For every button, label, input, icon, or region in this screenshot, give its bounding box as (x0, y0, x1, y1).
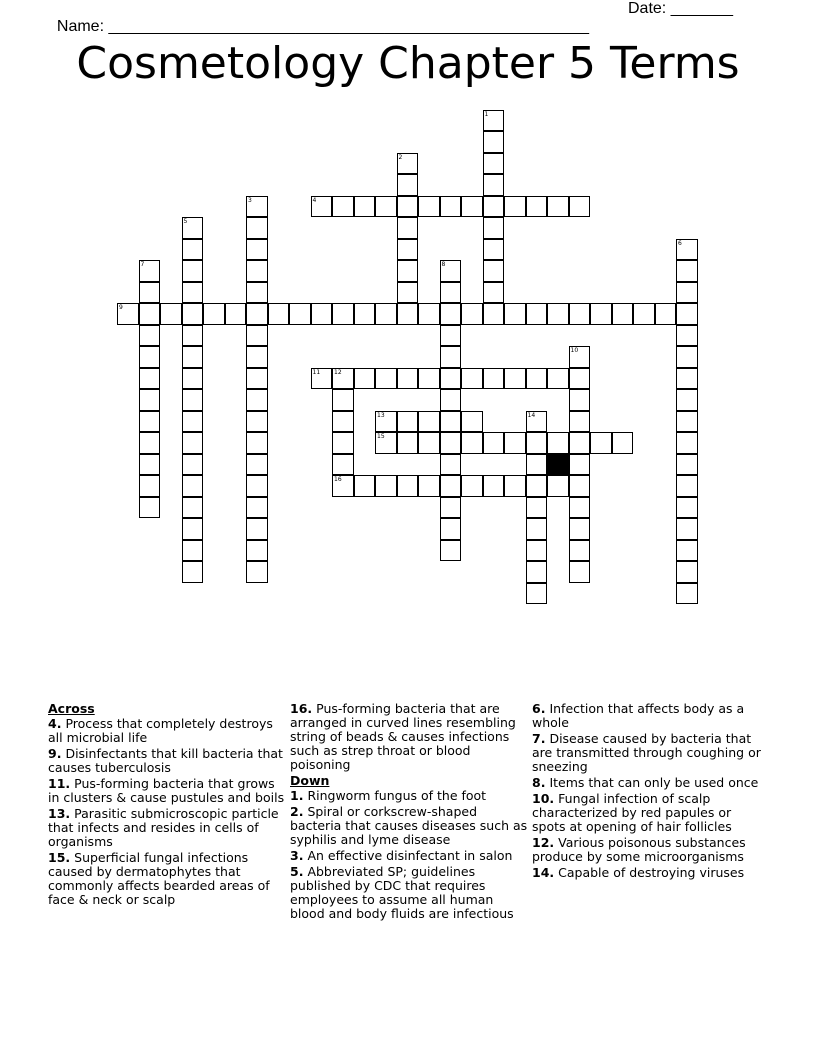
crossword-cell[interactable] (676, 518, 698, 540)
crossword-cell[interactable] (375, 303, 397, 325)
crossword-cell[interactable] (117, 303, 139, 325)
crossword-cell[interactable] (440, 518, 462, 540)
crossword-cell[interactable] (504, 368, 526, 390)
crossword-cell[interactable] (332, 475, 354, 497)
crossword-cell[interactable] (676, 282, 698, 304)
clue-number: 12 (334, 368, 342, 376)
clue-number: 5 (183, 218, 188, 225)
clue-down-5: 5. Abbreviated SP; guidelines published by CDC that requires employees to assume all human blood and body fluids are infectious (290, 864, 514, 921)
crossword-cell[interactable] (461, 196, 483, 218)
clue-down-8: 8. Items that can only be used once (532, 775, 759, 790)
crossword-cell[interactable] (397, 153, 419, 175)
crossword-cell[interactable] (182, 432, 204, 454)
crossword-cell[interactable] (246, 368, 268, 390)
clue-number: 2 (398, 153, 403, 161)
crossword-cell[interactable] (354, 196, 376, 218)
crossword-cell[interactable] (440, 368, 462, 390)
crossword-cell[interactable] (483, 239, 505, 261)
clue-down-10: 10. Fungal infection of scalp characterized by red papules or spots at opening of hair follicles (532, 791, 732, 834)
crossword-cell[interactable] (246, 217, 268, 239)
crossword-cell[interactable] (268, 303, 290, 325)
crossword-cell[interactable] (182, 389, 204, 411)
crossword-cell[interactable] (461, 475, 483, 497)
crossword-cell[interactable] (397, 432, 419, 454)
crossword-cell[interactable] (483, 282, 505, 304)
crossword-cell[interactable] (182, 260, 204, 282)
clue-down-3: 3. An effective disinfectant in salon (290, 848, 513, 863)
crossword-cell[interactable] (418, 475, 440, 497)
crossword-cell[interactable] (182, 325, 204, 347)
crossword-cell[interactable] (569, 432, 591, 454)
crossword-cell[interactable] (483, 217, 505, 239)
crossword-cell[interactable] (440, 196, 462, 218)
clue-number: 6 (678, 239, 682, 247)
crossword-cell[interactable] (246, 325, 268, 347)
crossword-cell[interactable] (332, 303, 354, 325)
crossword-cell[interactable] (246, 497, 268, 519)
crossword-cell[interactable] (483, 174, 505, 196)
crossword-cell[interactable] (139, 346, 161, 368)
crossword-cell[interactable] (569, 475, 591, 497)
crossword-cell[interactable] (246, 389, 268, 411)
crossword-cell[interactable] (332, 454, 354, 476)
crossword-cell[interactable] (547, 475, 569, 497)
crossword-cell[interactable] (354, 475, 376, 497)
crossword-cell[interactable] (397, 239, 419, 261)
black-square (547, 454, 569, 476)
crossword-cell[interactable] (139, 432, 161, 454)
clue-number: 1 (484, 110, 489, 118)
crossword-cell[interactable] (440, 432, 462, 454)
crossword-cell[interactable] (633, 303, 655, 325)
crossword-cell[interactable] (225, 303, 247, 325)
crossword-cell[interactable] (483, 368, 505, 390)
clue-number: 15 (377, 433, 385, 440)
crossword-cell[interactable] (526, 583, 548, 605)
crossword-cell[interactable] (418, 411, 440, 433)
crossword-cell[interactable] (246, 346, 268, 368)
clue-across-11: 11. Pus-forming bacteria that grows in clusters & cause pustules and boils (48, 776, 285, 805)
crossword-cell[interactable] (311, 368, 333, 390)
crossword-cell[interactable] (182, 475, 204, 497)
clue-across-4: 4. Process that completely destroys all microbial life (48, 716, 273, 745)
crossword-cell[interactable] (655, 303, 677, 325)
crossword-cell[interactable] (569, 196, 591, 218)
crossword-cell[interactable] (612, 432, 634, 454)
crossword-cell[interactable] (440, 303, 462, 325)
clue-down-12: 12. Various poisonous substances produce by some microorganisms (532, 835, 746, 864)
crossword-cell[interactable] (354, 303, 376, 325)
crossword-cell[interactable] (526, 303, 548, 325)
crossword-cell[interactable] (504, 475, 526, 497)
crossword-cell[interactable] (418, 368, 440, 390)
clue-number: 3 (248, 196, 252, 204)
crossword-cell[interactable] (526, 518, 548, 540)
across-heading: Across (48, 701, 95, 716)
crossword-cell[interactable] (246, 260, 268, 282)
crossword-cell[interactable] (440, 389, 462, 411)
crossword-cell[interactable] (569, 540, 591, 562)
crossword-cell[interactable] (547, 196, 569, 218)
crossword-cell[interactable] (483, 153, 505, 175)
clue-number: 8 (441, 261, 446, 268)
crossword-cell[interactable] (440, 282, 462, 304)
crossword-cell[interactable] (375, 196, 397, 218)
crossword-cell[interactable] (139, 497, 161, 519)
crossword-cell[interactable] (418, 196, 440, 218)
crossword-cell[interactable] (569, 389, 591, 411)
crossword-cell[interactable] (483, 303, 505, 325)
crossword-cell[interactable] (397, 196, 419, 218)
crossword-cell[interactable] (397, 174, 419, 196)
clue-number: 16 (334, 476, 342, 483)
crossword-cell[interactable] (182, 497, 204, 519)
crossword-cell[interactable] (182, 346, 204, 368)
crossword-cell[interactable] (311, 303, 333, 325)
date-line[interactable]: Date: _______ (628, 0, 733, 17)
crossword-cell[interactable] (461, 303, 483, 325)
crossword-cell[interactable] (676, 346, 698, 368)
clue-number: 7 (140, 261, 145, 268)
crossword-cell[interactable] (569, 346, 591, 368)
crossword-cell[interactable] (504, 196, 526, 218)
crossword-cell[interactable] (397, 282, 419, 304)
clue-number: 14 (527, 411, 536, 419)
clue-across-16: 16. Pus-forming bacteria that are arranged in curved lines resembling string of beads & causes infections such as strep throat or blood poisoning (290, 701, 516, 772)
crossword-cell[interactable] (246, 475, 268, 497)
crossword-cell[interactable] (526, 475, 548, 497)
crossword-cell[interactable] (676, 432, 698, 454)
clue-number: 4 (312, 196, 317, 204)
clue-down-1: 1. Ringworm fungus of the foot (290, 788, 487, 803)
crossword-cell[interactable] (526, 411, 548, 433)
crossword-cell[interactable] (440, 325, 462, 347)
crossword-cell[interactable] (440, 411, 462, 433)
crossword-cell[interactable] (483, 475, 505, 497)
crossword-cell[interactable] (354, 368, 376, 390)
crossword-cell[interactable] (246, 239, 268, 261)
crossword-cell[interactable] (182, 239, 204, 261)
crossword-cell[interactable] (139, 454, 161, 476)
crossword-cell[interactable] (526, 540, 548, 562)
crossword-cell[interactable] (547, 303, 569, 325)
crossword-cell[interactable] (569, 497, 591, 519)
crossword-cell[interactable] (182, 411, 204, 433)
crossword-cell[interactable] (246, 282, 268, 304)
crossword-cell[interactable] (139, 475, 161, 497)
crossword-cell[interactable] (526, 368, 548, 390)
crossword-cell[interactable] (526, 454, 548, 476)
crossword-cell[interactable] (461, 432, 483, 454)
crossword-cell[interactable] (440, 346, 462, 368)
crossword-cell[interactable] (676, 454, 698, 476)
crossword-cell[interactable] (483, 110, 505, 132)
crossword-cell[interactable] (440, 497, 462, 519)
crossword-cell[interactable] (569, 303, 591, 325)
crossword-cell[interactable] (182, 303, 204, 325)
crossword-cell[interactable] (203, 303, 225, 325)
clue-number: 11 (312, 368, 321, 376)
crossword-cell[interactable] (676, 239, 698, 261)
crossword-cell[interactable] (676, 475, 698, 497)
crossword-cell[interactable] (289, 303, 311, 325)
crossword-cell[interactable] (246, 540, 268, 562)
crossword-cell[interactable] (139, 303, 161, 325)
crossword-cell[interactable] (461, 411, 483, 433)
crossword-cell[interactable] (676, 497, 698, 519)
crossword-cell[interactable] (547, 368, 569, 390)
crossword-cell[interactable] (461, 368, 483, 390)
crossword-cell[interactable] (483, 260, 505, 282)
clue-number: 13 (377, 411, 385, 419)
crossword-cell[interactable] (375, 475, 397, 497)
clue-across-13: 13. Parasitic submicroscopic particle that infects and resides in cells of organisms (48, 806, 279, 849)
crossword-cell[interactable] (676, 389, 698, 411)
name-line[interactable]: Name: ______________________________________________________ (56, 18, 589, 35)
crossword-cell[interactable] (246, 432, 268, 454)
crossword-cell[interactable] (332, 432, 354, 454)
crossword-cell[interactable] (676, 260, 698, 282)
crossword-cell[interactable] (590, 303, 612, 325)
crossword-cell[interactable] (246, 411, 268, 433)
down-heading: Down (290, 773, 330, 788)
crossword-cell[interactable] (332, 411, 354, 433)
crossword-cell[interactable] (397, 260, 419, 282)
crossword-cell[interactable] (246, 561, 268, 583)
crossword-cell[interactable] (332, 196, 354, 218)
crossword-cell[interactable] (547, 432, 569, 454)
crossword-cell[interactable] (526, 432, 548, 454)
crossword-cell[interactable] (569, 561, 591, 583)
crossword-cell[interactable] (139, 411, 161, 433)
crossword-cell[interactable] (246, 518, 268, 540)
crossword-cell[interactable] (440, 475, 462, 497)
crossword-cell[interactable] (182, 518, 204, 540)
crossword-cell[interactable] (160, 303, 182, 325)
crossword-cell[interactable] (676, 540, 698, 562)
clue-down-7: 7. Disease caused by bacteria that are transmitted through coughing or sneezing (532, 731, 761, 774)
page-title: Cosmetology Chapter 5 Terms (76, 38, 740, 89)
crossword-cell[interactable] (526, 196, 548, 218)
crossword-cell[interactable] (590, 432, 612, 454)
crossword-cell[interactable] (332, 368, 354, 390)
clue-column-1 (48, 700, 288, 909)
crossword-cell[interactable] (139, 325, 161, 347)
crossword-cell[interactable] (311, 196, 333, 218)
clue-column-3 (532, 700, 762, 882)
crossword-cell[interactable] (676, 368, 698, 390)
clue-down-6: 6. Infection that affects body as a whole (532, 701, 745, 730)
crossword-cell[interactable] (676, 303, 698, 325)
crossword-cell[interactable] (332, 389, 354, 411)
crossword-cell[interactable] (397, 411, 419, 433)
crossword-cell[interactable] (569, 518, 591, 540)
clue-across-9: 9. Disinfectants that kill bacteria that causes tuberculosis (48, 746, 283, 775)
crossword-cell[interactable] (246, 303, 268, 325)
crossword-cell[interactable] (375, 411, 397, 433)
crossword-cell[interactable] (139, 389, 161, 411)
crossword-cell[interactable] (676, 411, 698, 433)
crossword-cell[interactable] (246, 196, 268, 218)
crossword-cell[interactable] (483, 432, 505, 454)
clue-down-2: 2. Spiral or corkscrew-shaped bacteria that causes diseases such as syphilis and lyme disease (290, 804, 528, 847)
crossword-cell[interactable] (504, 432, 526, 454)
crossword-cell[interactable] (182, 454, 204, 476)
crossword-cell[interactable] (182, 282, 204, 304)
crossword-cell[interactable] (440, 260, 462, 282)
crossword-cell[interactable] (440, 454, 462, 476)
clue-down-14: 14. Capable of destroying viruses (532, 865, 745, 880)
crossword-cell[interactable] (397, 368, 419, 390)
crossword-cell[interactable] (440, 540, 462, 562)
crossword-cell[interactable] (375, 432, 397, 454)
crossword-cell[interactable] (139, 368, 161, 390)
crossword-cell[interactable] (397, 217, 419, 239)
clue-number: 10 (570, 347, 579, 354)
crossword-cell[interactable] (418, 303, 440, 325)
crossword-cell[interactable] (569, 454, 591, 476)
crossword-cell[interactable] (569, 368, 591, 390)
crossword-cell[interactable] (676, 325, 698, 347)
clue-across-15: 15. Superficial fungal infections caused by dermatophytes that commonly affects bearded areas of face & neck or scalp (48, 850, 270, 907)
crossword-cell[interactable] (182, 368, 204, 390)
crossword-cell[interactable] (182, 561, 204, 583)
crossword-cell[interactable] (418, 432, 440, 454)
crossword-cell[interactable] (397, 475, 419, 497)
crossword-cell[interactable] (139, 282, 161, 304)
crossword-cell[interactable] (612, 303, 634, 325)
crossword-cell[interactable] (182, 217, 204, 239)
crossword-cell[interactable] (569, 411, 591, 433)
clue-number: 9 (119, 304, 123, 311)
crossword-cell[interactable] (397, 303, 419, 325)
crossword-cell[interactable] (526, 561, 548, 583)
crossword-cell[interactable] (246, 454, 268, 476)
crossword-cell[interactable] (676, 561, 698, 583)
clue-column-2 (290, 700, 530, 923)
crossword-cell[interactable] (526, 497, 548, 519)
crossword-cell[interactable] (504, 303, 526, 325)
crossword-cell[interactable] (375, 368, 397, 390)
crossword-cell[interactable] (139, 260, 161, 282)
crossword-cell[interactable] (483, 131, 505, 153)
crossword-cell[interactable] (483, 196, 505, 218)
crossword-cell[interactable] (182, 540, 204, 562)
crossword-cell[interactable] (676, 583, 698, 605)
